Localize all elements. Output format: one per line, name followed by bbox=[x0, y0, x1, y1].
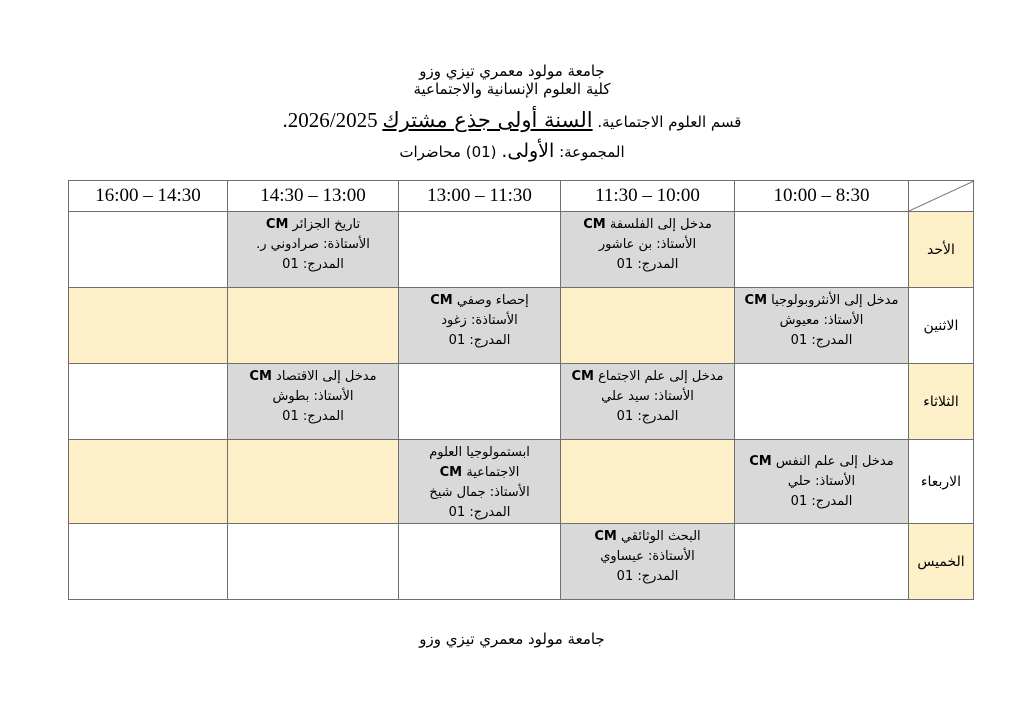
course-room: المدرج: 01 bbox=[448, 333, 511, 348]
diagonal-divider-icon bbox=[909, 181, 974, 211]
empty-slot bbox=[399, 212, 561, 288]
time-slot: 10:00 – 8:30 bbox=[735, 181, 909, 212]
empty-slot bbox=[735, 364, 909, 440]
course-professor: الأستاذ: بطوش bbox=[272, 389, 354, 404]
course-title: تاريخ الجزائر bbox=[292, 217, 361, 232]
day-row bbox=[69, 212, 974, 288]
course-room: المدرج: 01 bbox=[448, 505, 511, 520]
course-type: CM bbox=[430, 293, 453, 308]
course-professor: الأستاذ: معيوش bbox=[779, 313, 864, 328]
course-title: ابستمولوجيا العلوم bbox=[429, 445, 530, 460]
course-title: مدخل إلى علم الاجتماع bbox=[598, 369, 724, 384]
day-label: الأحد bbox=[909, 212, 974, 288]
time-slot: 11:30 – 10:00 bbox=[561, 181, 735, 212]
course-room: المدرج: 01 bbox=[616, 409, 679, 424]
academic-year: 2026/2025. bbox=[282, 108, 378, 132]
course-room: المدرج: 01 bbox=[616, 257, 679, 272]
group-detail: (01) محاضرات bbox=[399, 143, 497, 161]
department-name: قسم العلوم الاجتماعية. bbox=[597, 113, 742, 131]
empty-slot bbox=[69, 288, 228, 364]
session-cell bbox=[735, 288, 909, 364]
empty-slot bbox=[399, 364, 561, 440]
day-row bbox=[69, 288, 974, 364]
empty-slot bbox=[561, 440, 735, 524]
course-room: المدرج: 01 bbox=[282, 257, 344, 272]
session-cell bbox=[228, 212, 399, 288]
course-professor: الأستاذة: زغود bbox=[441, 313, 518, 328]
day-row bbox=[69, 440, 974, 524]
day-label: الخميس bbox=[909, 524, 974, 600]
course-type: CM bbox=[571, 369, 594, 384]
time-slot: 14:30 – 13:00 bbox=[228, 181, 399, 212]
session-cell bbox=[561, 364, 735, 440]
empty-slot bbox=[561, 288, 735, 364]
level-name: السنة أولى جذع مشترك bbox=[382, 108, 593, 132]
group-name: الأولى. bbox=[501, 140, 555, 162]
day-label: الثلاثاء bbox=[909, 364, 974, 440]
course-title: البحث الوثائقي bbox=[620, 529, 701, 544]
empty-slot bbox=[69, 440, 228, 524]
session-cell bbox=[399, 288, 561, 364]
course-professor: الأستاذة: عيساوي bbox=[600, 549, 695, 564]
department-line bbox=[0, 108, 1024, 133]
corner-cell bbox=[909, 181, 974, 212]
empty-slot bbox=[69, 364, 228, 440]
course-type: CM bbox=[249, 369, 272, 384]
empty-slot bbox=[69, 212, 228, 288]
empty-slot bbox=[228, 288, 399, 364]
empty-slot bbox=[399, 524, 561, 600]
course-type: CM bbox=[439, 465, 463, 480]
session-cell bbox=[561, 212, 735, 288]
session-cell bbox=[735, 440, 909, 524]
course-type: CM bbox=[594, 529, 617, 544]
course-room: المدرج: 01 bbox=[282, 409, 344, 424]
session-cell bbox=[228, 364, 399, 440]
empty-slot bbox=[228, 440, 399, 524]
course-professor: الأستاذ: جمال شيخ bbox=[429, 485, 530, 500]
course-professor: الأستاذ: سيد علي bbox=[601, 389, 694, 404]
course-title: مدخل إلى الاقتصاد bbox=[276, 369, 377, 384]
empty-slot bbox=[735, 212, 909, 288]
timetable bbox=[68, 180, 974, 600]
day-label: الاربعاء bbox=[909, 440, 974, 524]
course-title: إحصاء وصفي bbox=[456, 293, 529, 308]
course-room: المدرج: 01 bbox=[790, 494, 853, 509]
course-professor: الأستاذ: بن عاشور bbox=[598, 237, 697, 252]
group-line bbox=[0, 140, 1024, 162]
time-slot: 16:00 – 14:30 bbox=[69, 181, 228, 212]
faculty-name: كلية العلوم الإنسانية والاجتماعية bbox=[413, 80, 611, 98]
session-cell bbox=[561, 524, 735, 600]
session-cell bbox=[399, 440, 561, 524]
course-type: CM bbox=[583, 217, 606, 232]
course-type: CM bbox=[265, 217, 289, 232]
course-title: مدخل إلى علم النفس bbox=[775, 454, 894, 469]
course-room: المدرج: 01 bbox=[616, 569, 679, 584]
empty-slot bbox=[228, 524, 399, 600]
course-title-cont: الاجتماعية bbox=[466, 465, 520, 480]
day-row bbox=[69, 364, 974, 440]
footer-university: جامعة مولود معمري تيزي وزو bbox=[419, 630, 605, 648]
course-title: مدخل إلى الأنثروبولوجيا bbox=[771, 293, 899, 308]
empty-slot bbox=[735, 524, 909, 600]
group-label: المجموعة: bbox=[559, 143, 625, 161]
empty-slot bbox=[69, 524, 228, 600]
course-type: CM bbox=[744, 293, 768, 308]
university-name: جامعة مولود معمري تيزي وزو bbox=[419, 62, 605, 80]
time-header-row bbox=[69, 181, 974, 212]
course-type: CM bbox=[749, 454, 772, 469]
course-room: المدرج: 01 bbox=[790, 333, 853, 348]
course-title: مدخل إلى الفلسفة bbox=[609, 217, 712, 232]
course-professor: الأستاذة: صرادوني ر. bbox=[256, 237, 370, 252]
day-label: الاثنين bbox=[909, 288, 974, 364]
course-professor: الأستاذ: حلي bbox=[787, 474, 856, 489]
time-slot: 13:00 – 11:30 bbox=[399, 181, 561, 212]
day-row bbox=[69, 524, 974, 600]
